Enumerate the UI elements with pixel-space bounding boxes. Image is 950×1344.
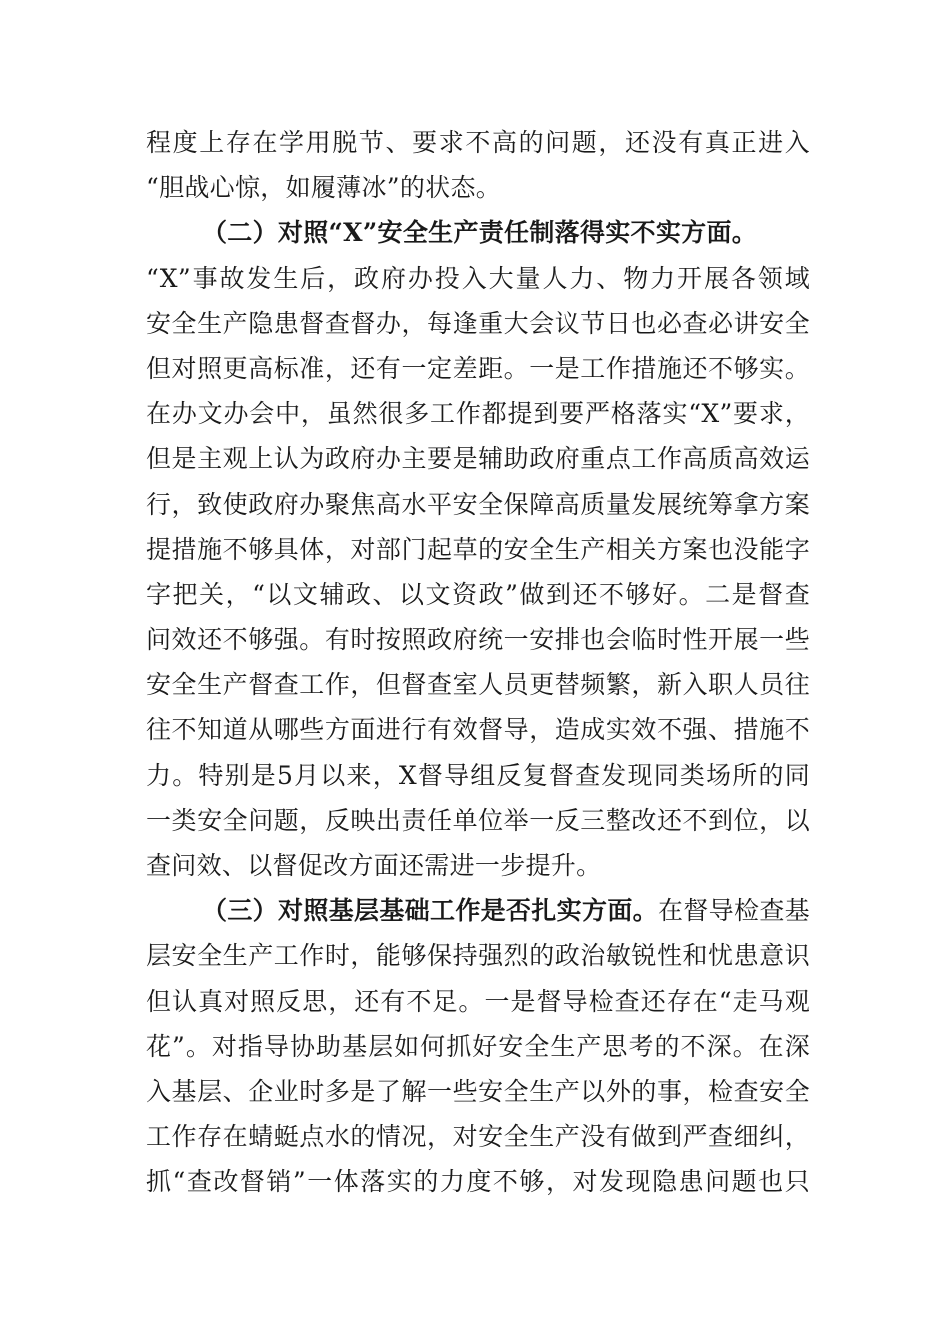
text-line: 花”。对指导协助基层如何抓好安全生产思考的不深。在深 [146, 1031, 810, 1061]
text-line: “X”事故发生后，政府办投入大量人力、物力开展各领域 [146, 263, 810, 293]
text-line: 抓“查改督销”一体落实的力度不够，对发现隐患问题也只 [146, 1167, 810, 1197]
text-line: 行，致使政府办聚焦高水平安全保障高质量发展统筹拿方案 [146, 489, 810, 519]
text-line: 入基层、企业时多是了解一些安全生产以外的事，检查安全 [146, 1076, 810, 1106]
text-line-with-heading [146, 888, 810, 933]
text-line: 问效还不够强。有时按照政府统一安排也会临时性开展一些 [146, 625, 810, 655]
text-line: 字把关，“以文辅政、以文资政”做到还不够好。二是督查 [146, 579, 810, 609]
text-line: 但对照更高标准，还有一定差距。一是工作措施还不够实。 [146, 353, 810, 383]
text-line: 安全生产督查工作，但督查室人员更替频繁，新入职人员往 [146, 670, 810, 700]
text-line: 查问效、以督促改方面还需进一步提升。 [146, 851, 602, 880]
text-line: 在办文办会中，虽然很多工作都提到要严格落实“X”要求， [146, 399, 810, 429]
text-line: 但认真对照反思，还有不足。一是督导检查还存在“走马观 [146, 986, 810, 1016]
text-line: 层安全生产工作时，能够保持强烈的政治敏锐性和忧患意识 [146, 941, 810, 971]
text-line: 力。特别是5月以来，X督导组反复督查发现同类场所的同 [146, 760, 810, 790]
text-line: 程度上存在学用脱节、要求不高的问题，还没有真正进入 [146, 128, 810, 157]
text-run: 在督导检查基 [658, 896, 810, 926]
text-line: 工作存在蜻蜓点水的情况，对安全生产没有做到严查细纠， [146, 1122, 810, 1152]
text-line: 往不知道从哪些方面进行有效督导，造成实效不强、措施不 [146, 715, 810, 745]
text-line: “胆战心惊，如履薄冰”的状态。 [146, 173, 502, 203]
text-line: 提措施不够具体，对部门起草的安全生产相关方案也没能字 [146, 534, 810, 564]
text-line: 但是主观上认为政府办主要是辅助政府重点工作高质高效运 [146, 444, 810, 474]
section-heading: （三）对照基层基础工作是否扎实方面。 [202, 896, 659, 926]
text-line: 一类安全问题，反映出责任单位举一反三整改还不到位，以 [146, 805, 810, 835]
section-heading: （二）对照“X”安全生产责任制落得实不实方面。 [202, 218, 758, 248]
document-body [146, 120, 810, 1205]
text-line: 安全生产隐患督查督办，每逢重大会议节日也必查必讲安全 [146, 308, 810, 338]
